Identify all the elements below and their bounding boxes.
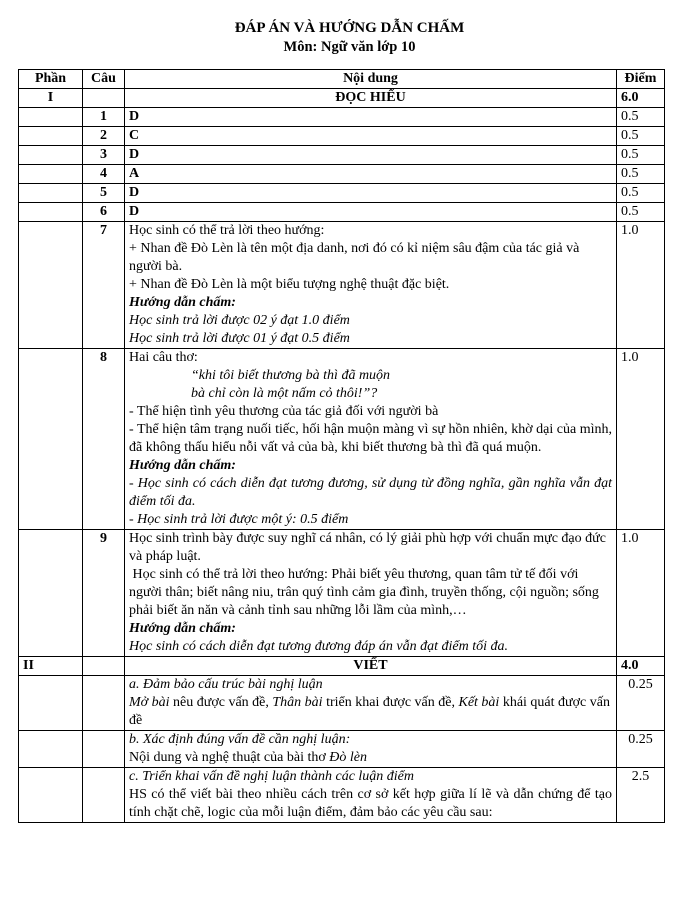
answer-line: - Thể hiện tâm trạng nuối tiếc, hối hận muộn màng vì sự hồn nhiên, khờ dại của mình, đã không thấu hiểu nỗi vất vả của bà, khi biết thương bà thì đã quá muộn. <box>129 422 612 455</box>
answer-letter: D <box>125 184 617 203</box>
answer-line: Học sinh có thể trả lời theo hướng: <box>129 223 325 238</box>
answer-line: Học sinh có thể trả lời theo hướng: Phải biết yêu thương, quan tâm tử tế đối với người thân; biết nâng niu, trân quý tình cảm gia đình, truyền thống, cội nguồn; sống phải biết ăn năn và cảnh tỉnh sau những lỗi lầm của mình,… <box>129 567 603 618</box>
question-number: 8 <box>83 349 125 530</box>
page-title: ĐÁP ÁN VÀ HƯỚNG DẪN CHẤM <box>234 20 465 36</box>
question-number: 9 <box>83 530 125 657</box>
table-row <box>19 203 665 222</box>
question-number: 3 <box>83 146 125 165</box>
guide-line: Học sinh trả lời được 01 ý đạt 0.5 điểm <box>129 331 350 346</box>
guide-title: Hướng dẫn chấm: <box>129 621 236 636</box>
page-subtitle: Môn: Ngữ văn lớp 10 <box>283 39 416 55</box>
answer-content <box>125 349 617 530</box>
answer-table <box>18 69 665 823</box>
criteria-text: HS có thể viết bài theo nhiều cách trên cơ sở kết hợp giữa lí lẽ và dẫn chứng để tạo tính chặt chẽ, logic của mỗi luận điểm, đảm bảo các yêu cầu sau: <box>129 787 612 820</box>
table-row <box>19 127 665 146</box>
answer-letter: D <box>125 108 617 127</box>
guide-title: Hướng dẫn chấm: <box>129 295 236 310</box>
criteria-title: b. Xác định đúng vấn đề cần nghị luận: <box>129 732 351 747</box>
table-row <box>19 146 665 165</box>
poem-line: bà chỉ còn là một nấm cỏ thôi!”? <box>191 386 378 401</box>
answer-letter: D <box>125 146 617 165</box>
table-header-row <box>19 70 665 89</box>
section-score: 4.0 <box>617 657 665 676</box>
criteria-score: 0.25 <box>617 731 665 768</box>
answer-content <box>125 530 617 657</box>
term: Mở bài <box>129 695 170 710</box>
poem-name: Đò lèn <box>329 750 367 765</box>
answer-content <box>125 222 617 349</box>
table-row-q7 <box>19 222 665 349</box>
question-score: 1.0 <box>617 349 665 530</box>
criteria-text: Mở bài nêu được vấn đề, Thân bài triển khai được vấn đề, Kết bài khái quát được vấn đề <box>129 695 610 728</box>
term: Thân bài <box>272 695 323 710</box>
guide-line: Học sinh trả lời được 02 ý đạt 1.0 điểm <box>129 313 350 328</box>
question-score: 0.5 <box>617 184 665 203</box>
criteria-score: 2.5 <box>617 768 665 823</box>
answer-letter: A <box>125 165 617 184</box>
guide-line: - Học sinh trả lời được một ý: 0.5 điểm <box>129 512 349 527</box>
criteria-content <box>125 676 617 731</box>
question-number: 5 <box>83 184 125 203</box>
section-part: II <box>19 657 83 676</box>
answer-line: Học sinh trình bày được suy nghĩ cá nhân, có lý giải phù hợp với chuẩn mực đạo đức và pháp luật. <box>129 531 606 564</box>
question-number: 6 <box>83 203 125 222</box>
question-score: 1.0 <box>617 530 665 657</box>
question-number: 4 <box>83 165 125 184</box>
answer-line: - Thể hiện tình yêu thương của tác giả đối với người bà <box>129 404 439 419</box>
section-title: VIẾT <box>125 657 617 676</box>
header-question: Câu <box>83 70 125 89</box>
answer-letter: C <box>125 127 617 146</box>
answer-line: + Nhan đề Đò Lèn là tên một địa danh, nơi đó có kỉ niệm sâu đậm của tác giả và người bà. <box>129 241 580 274</box>
header-score: Điểm <box>617 70 665 89</box>
table-row-q9 <box>19 530 665 657</box>
section-score: 6.0 <box>617 89 665 108</box>
criteria-text: Nội dung và nghệ thuật của bài thơ Đò lèn <box>129 750 367 765</box>
criteria-content <box>125 768 617 823</box>
guide-line: Học sinh có cách diễn đạt tương đương đáp án vẫn đạt điểm tối đa. <box>129 639 508 654</box>
question-score: 0.5 <box>617 108 665 127</box>
table-row <box>19 165 665 184</box>
criteria-title: c. Triển khai vấn đề nghị luận thành các luận điểm <box>129 769 415 784</box>
criteria-score: 0.25 <box>617 676 665 731</box>
criteria-row-c <box>19 768 665 823</box>
question-number: 1 <box>83 108 125 127</box>
section-part: I <box>19 89 83 108</box>
table-row <box>19 184 665 203</box>
header-content: Nội dung <box>125 70 617 89</box>
guide-title: Hướng dẫn chấm: <box>129 458 236 473</box>
criteria-row-a <box>19 676 665 731</box>
question-number: 2 <box>83 127 125 146</box>
table-row <box>19 108 665 127</box>
question-number: 7 <box>83 222 125 349</box>
question-score: 1.0 <box>617 222 665 349</box>
poem-line: “khi tôi biết thương bà thì đã muộn <box>191 368 391 383</box>
section-title: ĐỌC HIỂU <box>125 89 617 108</box>
section-row-writing <box>19 657 665 676</box>
criteria-content <box>125 731 617 768</box>
term: Kết bài <box>458 695 500 710</box>
question-score: 0.5 <box>617 203 665 222</box>
criteria-title: a. Đảm bảo cấu trúc bài nghị luận <box>129 677 323 692</box>
question-score: 0.5 <box>617 127 665 146</box>
table-row-q8 <box>19 349 665 530</box>
section-row-reading <box>19 89 665 108</box>
answer-line: Hai câu thơ: <box>129 350 198 365</box>
question-score: 0.5 <box>617 165 665 184</box>
answer-letter: D <box>125 203 617 222</box>
guide-line: - Học sinh có cách diễn đạt tương đương, sử dụng từ đồng nghĩa, gần nghĩa vẫn đạt điểm tối đa. <box>129 476 612 509</box>
answer-line: + Nhan đề Đò Lèn là một biểu tượng nghệ thuật đặc biệt. <box>129 277 450 292</box>
header-part: Phần <box>19 70 83 89</box>
criteria-row-b <box>19 731 665 768</box>
question-score: 0.5 <box>617 146 665 165</box>
